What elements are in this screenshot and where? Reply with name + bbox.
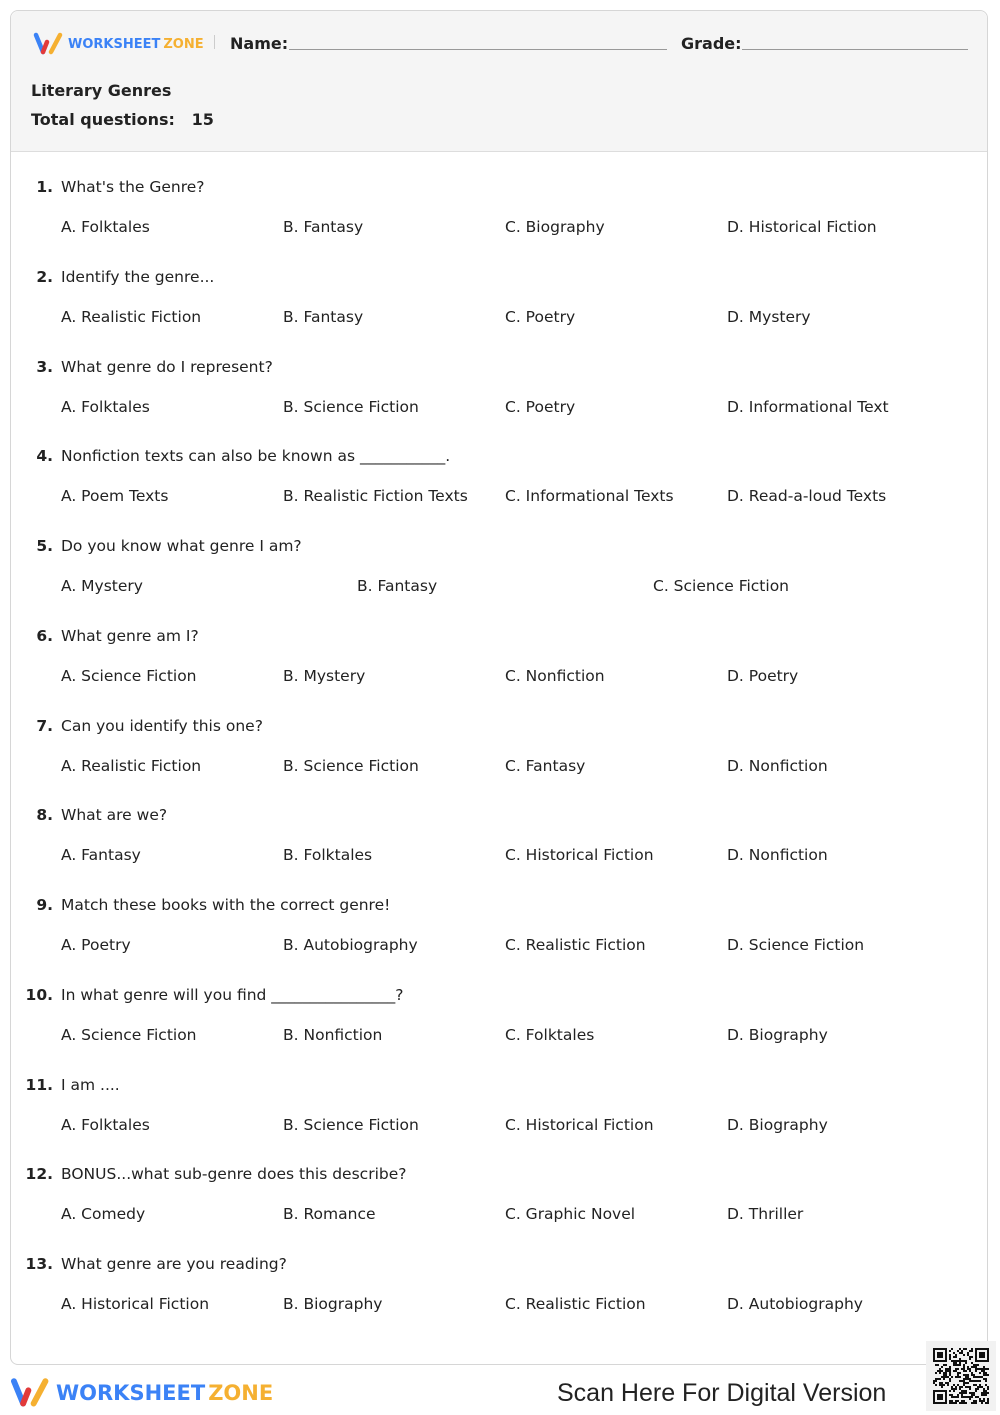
answer-option[interactable]: A. Folktales	[61, 397, 150, 416]
question-10	[20, 986, 404, 1004]
question-5	[20, 537, 302, 555]
answer-option[interactable]: A. Folktales	[61, 1115, 150, 1134]
name-field[interactable]	[289, 49, 667, 50]
logo-word-zone: ZONE	[163, 36, 204, 52]
answer-option[interactable]: C. Informational Texts	[505, 487, 674, 506]
grade-field[interactable]	[742, 49, 968, 50]
answer-option[interactable]: A. Fantasy	[61, 846, 141, 865]
question-number: 4.	[36, 447, 53, 466]
answer-option[interactable]: C. Realistic Fiction	[505, 1295, 646, 1313]
answer-option[interactable]: A. Poetry	[61, 936, 131, 954]
answer-option[interactable]: D. Poetry	[727, 666, 799, 685]
question-7	[20, 717, 263, 735]
question-number: 1.	[36, 178, 53, 196]
worksheet	[10, 10, 988, 1365]
answer-option[interactable]: B. Fantasy	[357, 577, 438, 595]
question-text: What genre do I represent?	[61, 357, 273, 376]
question-3	[20, 358, 273, 376]
worksheet-title: Literary Genres	[31, 81, 172, 100]
question-text: Identify the genre...	[61, 267, 215, 286]
answer-option[interactable]: C. Fantasy	[505, 756, 586, 775]
question-number: 10.	[25, 985, 53, 1004]
answer-option[interactable]: C. Nonfiction	[505, 666, 605, 685]
total-label: Total questions:	[31, 110, 175, 129]
question-11	[20, 1076, 120, 1094]
answer-option[interactable]: C. Biography	[505, 218, 605, 236]
logo-word-worksheet: WORKSHEET	[56, 1381, 206, 1405]
answer-option[interactable]: A. Mystery	[61, 577, 143, 595]
answer-option[interactable]: D. Nonfiction	[727, 756, 828, 775]
question-text: Can you identify this one?	[61, 716, 263, 735]
answer-option[interactable]: A. Comedy	[61, 1205, 146, 1224]
answer-option[interactable]: D. Autobiography	[727, 1295, 863, 1313]
answer-option[interactable]: D. Biography	[727, 1025, 828, 1044]
question-6	[20, 627, 199, 645]
qr-code-icon[interactable]	[926, 1341, 996, 1411]
answer-option[interactable]: B. Science Fiction	[283, 1115, 419, 1134]
question-text: Match these books with the correct genre!	[61, 896, 391, 914]
question-number: 3.	[36, 357, 53, 376]
question-number: 9.	[36, 896, 53, 914]
question-text: What genre am I?	[61, 626, 199, 645]
answer-option[interactable]: A. Science Fiction	[61, 666, 197, 685]
answer-option[interactable]: B. Fantasy	[283, 218, 364, 236]
answer-option[interactable]: C. Poetry	[505, 397, 576, 416]
question-text: What's the Genre?	[61, 178, 205, 196]
answer-option[interactable]: A. Realistic Fiction	[61, 756, 202, 775]
question-text: Nonfiction texts can also be known as ___________.	[61, 447, 451, 466]
question-number: 2.	[36, 267, 53, 286]
answer-option[interactable]: C. Poetry	[505, 307, 576, 326]
answer-option[interactable]: B. Biography	[283, 1295, 383, 1313]
logo-w-icon	[10, 1376, 52, 1410]
answer-option[interactable]: B. Science Fiction	[283, 397, 419, 416]
answer-option[interactable]: B. Science Fiction	[283, 756, 419, 775]
divider	[214, 35, 215, 49]
scan-text: Scan Here For Digital Version	[557, 1379, 887, 1407]
answer-option[interactable]: D. Historical Fiction	[727, 218, 877, 236]
question-1	[20, 178, 205, 196]
answer-option[interactable]: C. Graphic Novel	[505, 1205, 636, 1224]
logo-word-worksheet: WORKSHEET	[68, 36, 161, 52]
answer-option[interactable]: D. Science Fiction	[727, 936, 865, 954]
question-12	[20, 1165, 406, 1183]
answer-option[interactable]: A. Realistic Fiction	[61, 307, 202, 326]
total-questions	[31, 110, 214, 129]
question-text: I am ....	[61, 1075, 120, 1094]
question-text: In what genre will you find ________________?	[61, 985, 404, 1004]
question-number: 12.	[25, 1165, 53, 1184]
answer-option[interactable]: B. Romance	[283, 1205, 376, 1224]
answer-option[interactable]: C. Science Fiction	[653, 577, 789, 595]
answer-option[interactable]: B. Realistic Fiction Texts	[283, 487, 468, 506]
question-number: 8.	[36, 806, 53, 825]
logo-w-icon	[33, 32, 65, 56]
grade-label: Grade:	[681, 34, 742, 53]
answer-option[interactable]: B. Folktales	[283, 846, 373, 865]
answer-option[interactable]: C. Historical Fiction	[505, 1115, 654, 1134]
answer-option[interactable]: D. Nonfiction	[727, 846, 828, 865]
answer-option[interactable]: C. Realistic Fiction	[505, 936, 646, 954]
total-value: 15	[191, 110, 214, 129]
worksheet-header	[11, 11, 987, 152]
question-8	[20, 806, 167, 824]
answer-option[interactable]: C. Historical Fiction	[505, 846, 654, 865]
question-number: 7.	[36, 716, 53, 735]
question-13	[20, 1255, 287, 1273]
answer-option[interactable]: B. Autobiography	[283, 936, 418, 954]
question-4	[20, 447, 450, 465]
question-text: What are we?	[61, 806, 168, 825]
question-number: 5.	[36, 537, 53, 555]
question-text: Do you know what genre I am?	[61, 537, 302, 555]
answer-option[interactable]: D. Informational Text	[727, 397, 889, 416]
footer-logo	[10, 1376, 273, 1410]
answer-option[interactable]: B. Fantasy	[283, 307, 364, 326]
answer-option[interactable]: A. Folktales	[61, 218, 150, 236]
answer-option[interactable]: D. Biography	[727, 1115, 828, 1134]
answer-option[interactable]: D. Mystery	[727, 307, 811, 326]
answer-option[interactable]: D. Thriller	[727, 1205, 804, 1224]
answer-option[interactable]: C. Folktales	[505, 1025, 595, 1044]
question-text: BONUS...what sub-genre does this describe?	[61, 1165, 407, 1184]
question-2	[20, 268, 214, 286]
answer-option[interactable]: B. Nonfiction	[283, 1025, 383, 1044]
question-number: 11.	[25, 1075, 53, 1094]
question-9	[20, 896, 390, 914]
question-number: 6.	[36, 626, 53, 645]
question-text: What genre are you reading?	[61, 1255, 287, 1273]
answer-option[interactable]: A. Historical Fiction	[61, 1295, 210, 1313]
answer-option[interactable]: A. Poem Texts	[61, 487, 169, 506]
question-number: 13.	[25, 1255, 53, 1273]
logo-word-zone: ZONE	[208, 1381, 274, 1405]
name-label: Name:	[230, 34, 289, 53]
answer-option[interactable]: B. Mystery	[283, 666, 366, 685]
brand-logo	[33, 32, 204, 56]
answer-option[interactable]: D. Read-a-loud Texts	[727, 487, 887, 506]
answer-option[interactable]: A. Science Fiction	[61, 1025, 197, 1044]
